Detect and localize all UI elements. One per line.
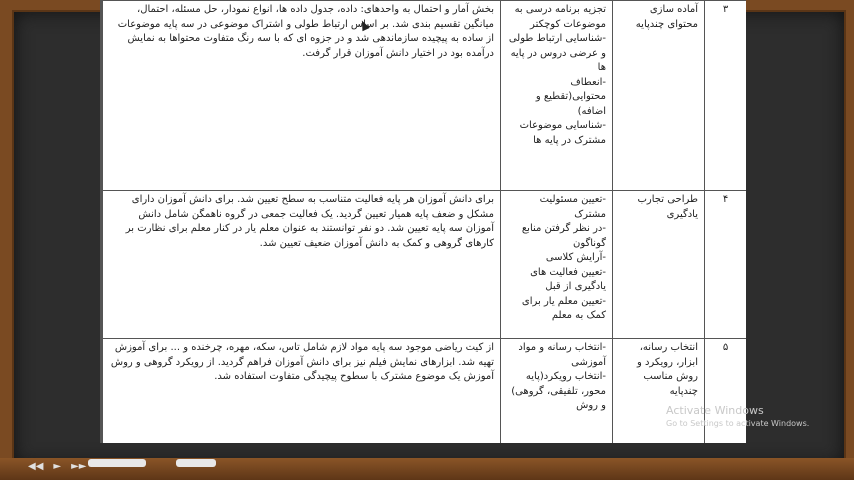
row-number: ۵ [705,339,747,444]
table-row [103,339,747,444]
watermark-title: Activate Windows [666,404,764,417]
task-item: -تعیین فعالیت های یادگیری از قبل [530,266,606,292]
table-row [103,1,747,191]
row-number: ۳ [705,1,747,191]
task-item: -تعیین معلم یار برای کمک به معلم [521,295,606,321]
task-item: تجزیه برنامه درسی به موضوعات کوچکتر [514,4,606,30]
stage-cell: آماده سازی محتوای چندپایه [613,1,705,191]
description-cell: برای دانش آموزان هر پایه فعالیت متناسب به سطح تعیین شد. برای دانش آموزان دارای مشکل و ضعف پایه همیار تعیین گردید. یک فعالیت جمعی در گروه ناهمگن شامل دانش آموزان سه پایه تعیین شد. دو نفر توانستند به عنوان معلم یار در کنار معلم برای نظارت بر کارهای گروهی و کمک به دانش آموزان ضعیف تعیین شد. [103,191,501,339]
task-item: -در نظر گرفتن منابع گوناگون [521,223,606,249]
task-item: -انتخاب رویکرد(پایه محور، تلفیقی، گروهی) و روش [511,371,606,411]
task-item: -انتخاب رسانه و مواد آموزشی [518,342,606,368]
activation-watermark [666,404,809,428]
watermark-subtitle: Go to Settings to activate Windows. [666,419,810,428]
rewind-icon[interactable]: ◀◀ [28,461,44,472]
table-row [103,191,747,339]
description-cell: از کیت ریاضی موجود سه پایه مواد لازم شامل تاس، سکه، مهره، چرخنده و ... برای آموزش تهیه شد. ابزارهای نمایش فیلم نیز برای دانش آموزان فراهم گردید. از رویکرد گروهی و روش آموزش یک موضوع مشترک با سطوح پیچیدگی متفاوت استفاده شد. [103,339,501,444]
task-item: -آرایش کلاسی [545,252,606,263]
task-item: -تعیین مسئولیت مشترک [539,194,606,220]
forward-icon[interactable]: ►► [71,461,87,472]
stage-cell: طراحی تجارب یادگیری [613,191,705,339]
description-cell: بخش آمار و احتمال به واحدهای: داده، جدول داده ها، انواع نمودار، حل مسئله، احتمال، میانگین تقسیم بندی شد. بر اساس ارتباط طولی و اشتراک موضوعی در سه پایه موضوعات از ساده به پیچیده سازماندهی شد و در جزوه ای که با سه رنگ متفاوت محتواها به نمایش درآمده بود در اختیار دانش آموزان قرار گرفت. [103,1,501,191]
task-item: -انعطاف محتوایی(تقطیع و اضافه) [535,76,606,117]
play-icon[interactable]: ► [53,461,62,472]
tasks-cell [501,191,613,339]
video-player-controls [28,461,86,472]
document-page [100,0,746,443]
tasks-cell [501,1,613,191]
row-number: ۴ [705,191,747,339]
chalk-piece [88,459,146,467]
tasks-cell [501,339,613,444]
task-item: -شناسایی موضوعات مشترک در پایه ها [519,120,606,146]
chalk-piece [176,459,216,467]
stage-cell: انتخاب رسانه، ابزار، رویکرد و روش مناسب چندپایه [613,339,705,444]
task-item: -شناسایی ارتباط طولی و عرضی دروس در پایه ها [508,33,606,73]
lesson-plan-table [102,0,746,443]
